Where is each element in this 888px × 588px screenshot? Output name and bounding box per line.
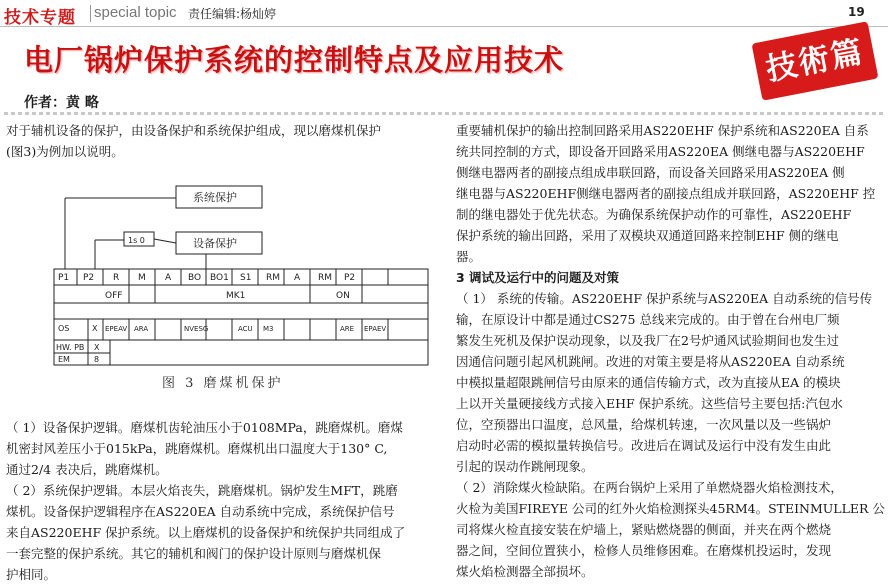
text-line: 制的继电器处于优先状态。为确保系统保护动作的可靠性，AS220EHF <box>456 207 852 222</box>
text-line: 统共同控制的方式，即设备开回路采用AS220EA 侧继电器与AS220EHF <box>456 144 865 159</box>
text-line: 护相同。 <box>6 567 57 582</box>
text-line: 重要辅机保护的输出控制回路采用AS220EHF 保护系统和AS220EA 自系 <box>456 123 869 138</box>
logic-cell: X <box>94 343 100 352</box>
page-number: 19 <box>848 5 865 19</box>
text-line: 通过2/4 表决后，跳磨煤机。 <box>6 462 168 477</box>
logic-cell: ACU <box>238 325 253 333</box>
input-cell: M <box>138 273 146 283</box>
logic-cell: EPEAV <box>105 325 128 333</box>
text-line: 煤火焰检测器全部损坏。 <box>456 564 594 579</box>
input-cell: A <box>294 273 301 283</box>
topic-label: special topic <box>94 4 177 21</box>
text-line: 火检为美国FIREYE 公司的红外火焰检测探头45RM4。STEINMULLER 公 <box>456 501 885 516</box>
text-line: 侧继电器两者的副接点组成串联回路，而设备关回路采用AS220EA 侧 <box>456 165 845 180</box>
brand-label: 技术专题 <box>4 8 76 28</box>
text-line: 机密封风差压小于015kPa，跳磨煤机。磨煤机出口温度大于130° C, <box>6 441 388 456</box>
mode-cell-mk1: MK1 <box>226 291 246 301</box>
logic-cell: EM <box>58 355 70 364</box>
text-line: 中模拟量超限跳闸信号由原来的通信传输方式，改为直接从EA 的模块 <box>456 375 841 390</box>
text-line: （ 2）消除煤火检缺陷。在两台锅炉上采用了单燃烧器火焰检测技术， <box>456 480 843 495</box>
text-line: 一套完整的保护系统。其它的辅机和阀门的保护设计原则与磨煤机保 <box>6 546 382 561</box>
logic-cell: EPAEV <box>364 325 387 333</box>
left-column-bottom <box>6 417 442 585</box>
article-author: 作者：黄 略 <box>24 95 99 111</box>
logic-cell: 8 <box>94 355 100 364</box>
logic-cell: ARE <box>340 325 355 333</box>
timer-label: 1s 0 <box>128 236 145 245</box>
input-cell: RM <box>266 273 281 283</box>
input-cell: P2 <box>83 273 95 283</box>
logic-cell: M3 <box>263 325 274 333</box>
right-column <box>456 120 884 582</box>
figure-caption: 图 3 磨煤机保护 <box>162 376 284 391</box>
text-line: 因通信问题引起风机跳闸。改进的对策主要是将从AS220EA 自动系统 <box>456 354 845 369</box>
text-line: 引起的误动作跳闸现象。 <box>456 459 594 474</box>
text-line: 司将煤火检直接安装在炉墙上，紧贴燃烧器的侧面，并夹在两个燃烧 <box>456 522 832 537</box>
input-cell: BO1 <box>210 273 229 283</box>
text-line: 来自AS220EHF 保护系统。以上磨煤机的设备保护和统保护共同组成了 <box>6 525 406 540</box>
section-heading: 3 调试及运行中的问题及对策 <box>456 270 620 285</box>
text-line: （ 1）设备保护逻辑。磨煤机齿轮油压小于0108MPa，跳磨煤机。磨煤 <box>6 420 403 435</box>
logic-cell: X <box>92 324 98 333</box>
editor-label: 责任编辑:杨灿婷 <box>188 7 277 21</box>
text-line: 对于辅机设备的保护，由设备保护和系统保护组成，现以磨煤机保护 <box>6 123 382 138</box>
logic-cell: HW. PB <box>56 343 85 352</box>
text-line: 繁发生死机及保护误动现象，以及我厂在2号炉通风试验期间也发生过 <box>456 333 839 348</box>
text-line: （ 2）系统保护逻辑。本层火焰丧失，跳磨煤机。锅炉发生MFT，跳磨 <box>6 483 398 498</box>
text-line: 上以开关量硬接线方式接入EHF 保护系统。这些信号主要包括:汽包水 <box>456 396 843 411</box>
text-line: 煤机。设备保护逻辑程序在AS220EA 自动系统中完成，系统保护信号 <box>6 504 395 519</box>
input-cell: A <box>165 273 172 283</box>
text-line: 器。 <box>456 249 482 264</box>
text-line: 位，空预器出口温度，总风量，给煤机转速，一次风量以及一些锅炉 <box>456 417 832 432</box>
mode-cell-on: ON <box>336 291 350 301</box>
input-cell: BO <box>188 273 202 283</box>
mode-cell-off: OFF <box>105 291 123 301</box>
text-line: (图3)为例加以说明。 <box>6 144 124 159</box>
text-line: 继电器与AS220EHF侧继电器两者的副接点组成并联回路，AS220EHF 控 <box>456 186 876 201</box>
text-line: 保护系统的输出回路，采用了双模块双通道回路来控制EHF 侧的继电 <box>456 228 839 243</box>
input-cell: P2 <box>344 273 356 283</box>
device-protect-label: 设备保护 <box>193 237 237 250</box>
article-title: 电厂锅炉保护系统的控制特点及应用技术 <box>24 43 565 77</box>
input-cell: R <box>113 273 120 283</box>
input-cell: S1 <box>240 273 252 283</box>
text-line: 输，在原设计中都是通过CS275 总线来完成的。由于曾在台州电厂频 <box>456 312 840 327</box>
logic-cell: OS <box>58 324 70 333</box>
text-line: 启动时必需的模拟量转换信号。改进后在调试及运行中没有发生由此 <box>456 438 832 453</box>
logic-cell: ARA <box>134 325 149 333</box>
text-line: （ 1） 系统的传输。AS220EHF 保护系统与AS220EA 自动系统的信号传 <box>456 291 873 306</box>
text-line: 器之间，空间位置狭小，检修人员维修困难。在磨煤机投运时，发现 <box>456 543 832 558</box>
input-cell: P1 <box>58 273 70 283</box>
input-cell: RM <box>318 273 333 283</box>
stamp-badge: 技術篇 <box>752 21 879 100</box>
logic-cell: NVESG <box>184 325 209 333</box>
system-protect-label: 系统保护 <box>193 191 237 204</box>
